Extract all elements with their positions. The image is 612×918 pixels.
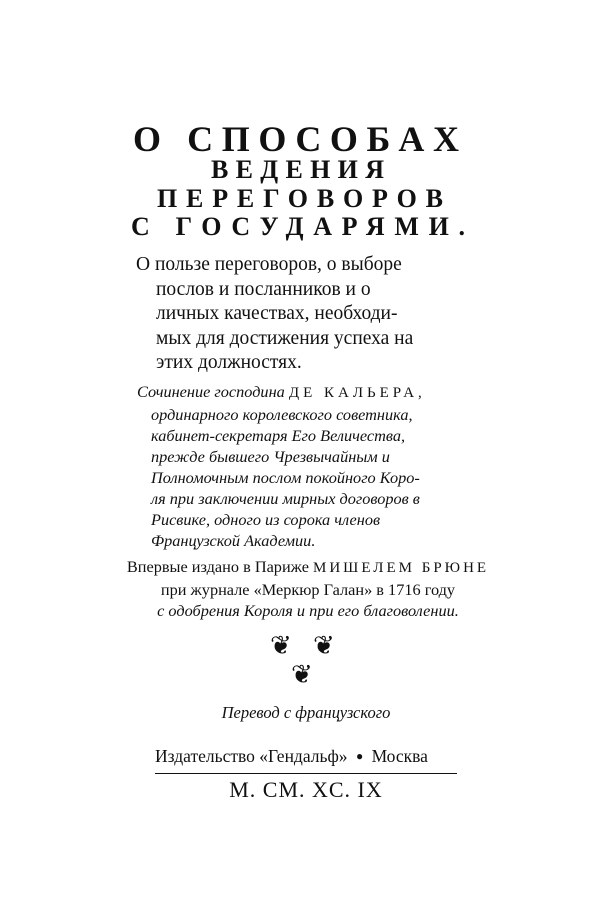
- publisher-line: [155, 746, 457, 767]
- publication-year: M. CM. XC. IX: [229, 777, 383, 802]
- bullet-icon: ●: [355, 749, 364, 763]
- publisher-name: Издательство «Гендальф»: [155, 746, 348, 766]
- fleuron-icon: ❦: [291, 660, 313, 689]
- fleuron-icon: ❦: [270, 631, 292, 660]
- author-block: [137, 381, 467, 551]
- author-name: ДЕ КАЛЬЕРА,: [288, 385, 426, 401]
- subtitle: [136, 253, 466, 376]
- publication-line-3: с одобрения Короля и при его благоволении.: [157, 601, 459, 620]
- author-line-2: ординарного королевского советника,: [151, 405, 413, 424]
- publication-block: [98, 556, 518, 621]
- title-line-1: О СПОСОБАХ: [133, 119, 468, 159]
- title-line-4: С ГОСУДАРЯМИ.: [131, 212, 475, 241]
- subtitle-line-2: послов и посланников и о: [156, 278, 371, 300]
- author-line-7: Рисвике, одного из сорока членов: [151, 510, 381, 529]
- subtitle-line-1: О пользе переговоров, о выборе: [136, 254, 402, 275]
- publication-printer: МИШЕЛЕМ БРЮНЕ: [313, 560, 490, 576]
- subtitle-line-5: этих должностях.: [156, 352, 302, 373]
- author-line-1: [137, 381, 467, 404]
- fleuron-icon: ❦: [313, 631, 335, 660]
- author-line-3: кабинет-секретаря Его Величества,: [151, 426, 406, 445]
- author-line-5: Полномочным послом покойного Коро-: [151, 468, 420, 487]
- horizontal-rule: [155, 773, 457, 774]
- subtitle-line-3: личных качествах, необходи-: [156, 303, 398, 324]
- author-line-4: прежде бывшего Чрезвычайным и: [151, 447, 390, 466]
- publication-line-2: при журнале «Меркюр Галан» в 1716 году: [160, 580, 456, 599]
- publication-line-1: [98, 556, 518, 579]
- publication-prefix: Впервые издано в Париже: [126, 557, 309, 576]
- author-prefix: Сочинение господина: [137, 382, 285, 401]
- subtitle-line-4: мых для достижения успеха на: [156, 327, 414, 349]
- title-line-2: ВЕДЕНИЯ: [211, 155, 392, 184]
- title-line-3: ПЕРЕГОВОРОВ: [157, 184, 452, 213]
- author-line-6: ля при заключении мирных договоров в: [151, 489, 420, 508]
- author-line-8: Французской Академии.: [151, 531, 316, 550]
- publisher-city: Москва: [371, 746, 428, 766]
- translation-note: Перевод с французского: [221, 703, 391, 722]
